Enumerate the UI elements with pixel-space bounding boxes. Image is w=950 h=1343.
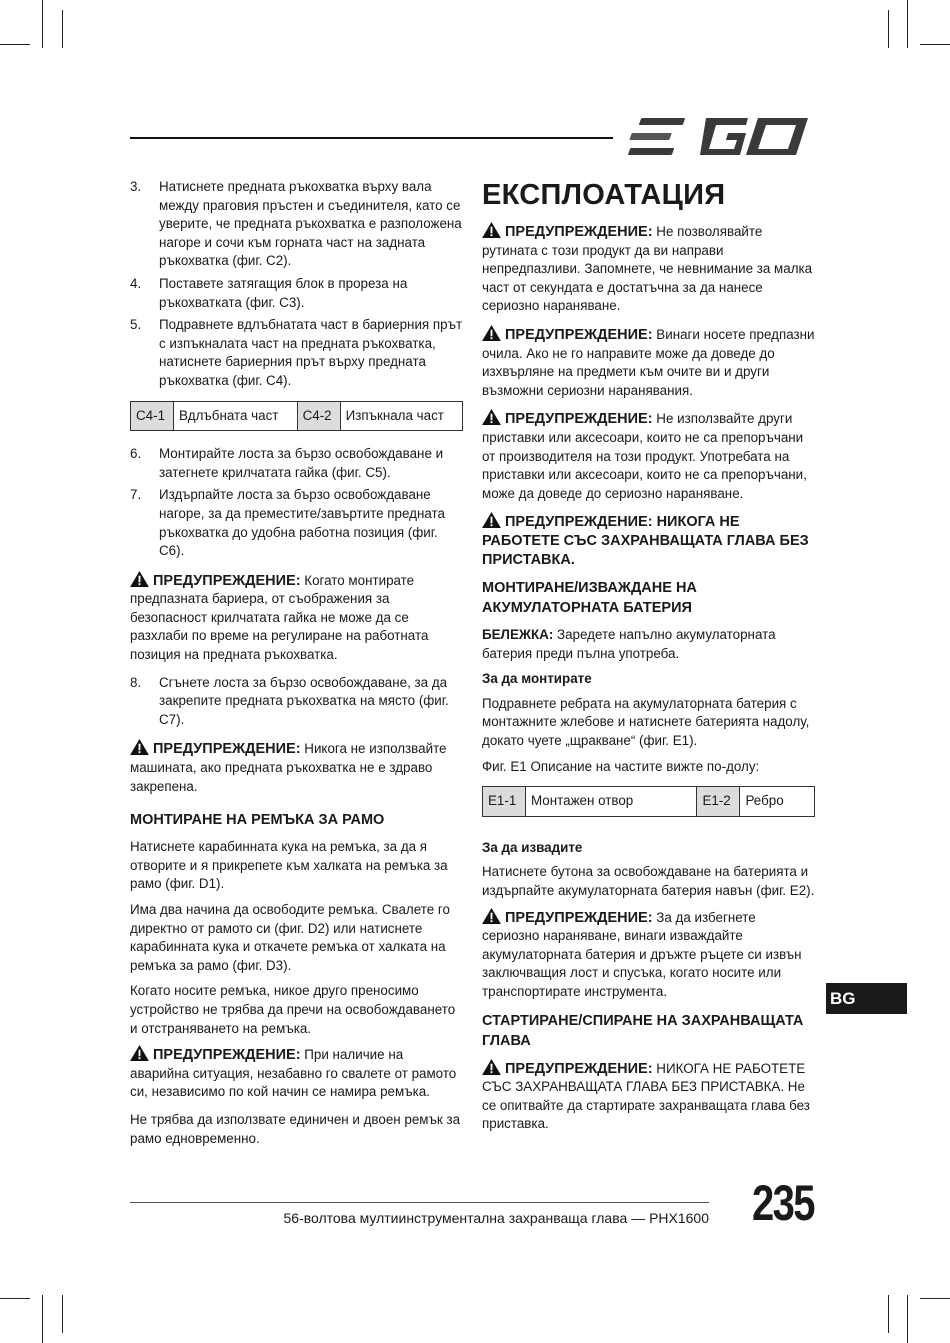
section-title: ЕКСПЛОАТАЦИЯ xyxy=(482,179,726,211)
warning-paragraph xyxy=(482,409,815,503)
warning-label: ПРЕДУПРЕЖДЕНИЕ: xyxy=(505,1060,653,1077)
list-text: Монтирайте лоста за бързо освобождаване и затегнете крилчатата гайка (фиг. C5). xyxy=(159,446,444,480)
crop-mark xyxy=(888,10,889,48)
subheading: За да монтирате xyxy=(482,671,592,687)
part-code: E1-2 xyxy=(697,787,740,817)
warning-triangle-icon xyxy=(130,571,149,587)
subheading: За да извадите xyxy=(482,839,583,855)
warning-label: ПРЕДУПРЕЖДЕНИЕ: xyxy=(505,326,653,343)
warning-text: Винаги носете предпазни очила. Ако не го направите може да доведе до изхвърляне на предмети към очите ви и други възможни сериозни наранявания. xyxy=(482,326,815,398)
list-item xyxy=(130,275,463,312)
crop-mark xyxy=(907,0,908,48)
warning-paragraph xyxy=(130,1045,463,1102)
part-label: Монтажен отвор xyxy=(526,787,697,817)
warning-paragraph xyxy=(482,1059,815,1134)
warning-text: Когато монтирате предпазната бариера, от съображения за безопасност крилчатата гайка не може да се разхлаби по време на регулиране на работната позиция на предната ръкохватка. xyxy=(130,572,429,663)
warning-label: ПРЕДУПРЕЖДЕНИЕ: xyxy=(505,411,653,428)
crop-mark xyxy=(42,1295,43,1343)
paragraph: Натиснете бутона за освобождаване на батерията и издърпайте акумулаторната батерия навън (фиг. E2). xyxy=(482,864,815,899)
list-number: 4. xyxy=(130,275,142,291)
warning-triangle-icon xyxy=(482,325,501,341)
warning-text: Не използвайте други приставки или аксесоари, които не са препоръчани от производителя на този продукт. Употребата на приставки или аксесоари, които не са препоръчани, може да доведе до сериозно нараняване. xyxy=(482,411,807,501)
part-label: Вдлъбната част xyxy=(174,401,298,431)
part-code: C4-1 xyxy=(131,401,174,431)
list-text: Сгънете лоста за бързо освобождаване, за да закрепите предната ръкохватка на място (фиг. C7). xyxy=(159,674,449,727)
footer-rule xyxy=(130,1202,709,1203)
warning-paragraph xyxy=(482,222,815,316)
section-heading: МОНТИРАНЕ НА РЕМЪКА ЗА РАМО xyxy=(130,812,385,829)
footer-title: 56-волтова мултиинструментална захранваща глава — PHX1600 xyxy=(283,1210,709,1226)
crop-mark xyxy=(920,1298,950,1299)
list-number: 3. xyxy=(130,179,142,194)
warning-text: Не позволявайте рутината с този продукт да ви направи непредпазливи. Запомнете, че невнимание за малка част от секундата е достатъчна за да нанесе сериозно нараняване. xyxy=(482,224,813,314)
right-column xyxy=(482,178,815,1143)
warning-paragraph xyxy=(482,512,815,569)
page-number: 235 xyxy=(752,1175,814,1231)
warning-paragraph xyxy=(482,325,815,400)
warning-label: ПРЕДУПРЕЖДЕНИЕ: xyxy=(153,1047,301,1064)
warning-triangle-icon xyxy=(482,908,501,924)
paragraph: Има два начина да освободите ремъка. Свалете го директно от рамото си (фиг. D2) или натиснете карабинната кука и откачете ремъка от халката на ремъка за рамо (фиг. D3). xyxy=(130,902,450,973)
list-number: 6. xyxy=(130,446,142,462)
crop-mark xyxy=(0,44,30,45)
warning-text: НИКОГА НЕ РАБОТЕТЕ СЪС ЗАХРАНВАЩАТА ГЛАВА БЕЗ ПРИСТАВКА. Не се опитвайте да стартирате захранващата глава без приставка. xyxy=(482,1060,810,1132)
warning-triangle-icon xyxy=(130,1045,149,1061)
warning-label: ПРЕДУПРЕЖДЕНИЕ: xyxy=(505,224,653,240)
language-tab: BG xyxy=(826,983,907,1014)
list-item xyxy=(130,178,463,271)
list-text: Натиснете предната ръкохватка върху вала между праговия пръстен и съединителя, като се уверите, че предната ръкохватка е разположена нагоре и сочи към горната част на задната ръкохватка (фиг. C2). xyxy=(159,179,462,269)
warning-triangle-icon xyxy=(482,222,501,238)
crop-mark xyxy=(62,10,63,48)
paragraph: Подравнете ребрата на акумулаторната батерия с монтажните жлебове и натиснете батерията надолу, докато чуете „щракване“ (фиг. E1). xyxy=(482,695,810,749)
warning-text: ПРЕДУПРЕЖДЕНИЕ: НИКОГА НЕ РАБОТЕТЕ СЪС ЗАХРАНВАЩАТА ГЛАВА БЕЗ ПРИСТАВКА. xyxy=(482,514,809,568)
warning-text: За да избегнете сериозно нараняване, винаги изваждайте акумулаторната батерия и дръжте ръцете си извън заключващия лост и спусъка, когато носите или транспортирате инструмента. xyxy=(482,909,802,999)
list-item xyxy=(130,445,463,482)
paragraph: Не трябва да използвате единичен и двоен ремък за рамо едновременно. xyxy=(130,1111,461,1146)
part-code: E1-1 xyxy=(483,787,526,817)
list-item xyxy=(130,486,463,560)
warning-label: ПРЕДУПРЕЖДЕНИЕ: xyxy=(505,909,653,926)
crop-mark xyxy=(920,44,950,45)
warning-label: ПРЕДУПРЕЖДЕНИЕ: xyxy=(153,572,301,589)
paragraph: Фиг. E1 Описание на частите вижте по-долу: xyxy=(482,758,760,774)
part-label: Изпъкнала част xyxy=(340,401,462,431)
part-code: C4-2 xyxy=(297,401,340,431)
crop-mark xyxy=(62,1295,63,1333)
crop-mark xyxy=(888,1295,889,1333)
section-heading: СТАРТИРАНЕ/СПИРАНЕ НА ЗАХРАНВАЩАТА ГЛАВА xyxy=(482,1012,804,1049)
list-item xyxy=(130,674,463,730)
note-label: БЕЛЕЖКА: xyxy=(482,627,554,643)
warning-text: При наличие на аварийна ситуация, незабавно го свалете от рамото си, независимо по кой начин се намира ремъка. xyxy=(130,1047,457,1100)
left-column xyxy=(130,178,463,1155)
warning-triangle-icon xyxy=(482,1059,501,1075)
warning-paragraph xyxy=(482,908,815,1002)
list-text: Подравнете вдлъбнатата част в бариерния прът с изпъкналата част на предната ръкохватка, натиснете бариерния прът върху предната ръкохватка (фиг. C4). xyxy=(159,317,463,388)
parts-table-c4 xyxy=(130,401,463,432)
warning-triangle-icon xyxy=(482,512,501,528)
warning-paragraph xyxy=(130,571,463,665)
warning-text: Никога не използвайте машината, ако предната ръкохватка не е здраво закрепена. xyxy=(130,741,447,794)
list-number: 8. xyxy=(130,674,142,690)
warning-paragraph xyxy=(130,739,463,796)
header-rule xyxy=(130,137,613,139)
list-text: Издърпайте лоста за бързо освобождаване нагоре, за да преместите/завъртите предната ръкохватка до удобна работна позиция (фиг. C6). xyxy=(159,487,445,559)
warning-triangle-icon xyxy=(130,739,149,755)
crop-mark xyxy=(42,0,43,48)
list-number: 5. xyxy=(130,317,142,333)
section-heading: МОНТИРАНЕ/ИЗВАЖДАНЕ НА АКУМУЛАТОРНАТА БАТЕРИЯ xyxy=(482,580,697,617)
paragraph: Когато носите ремъка, никое друго преносимо устройство не трябва да пречи на освобождаването и отстраняването на ремъка. xyxy=(130,983,456,1036)
warning-label: ПРЕДУПРЕЖДЕНИЕ: xyxy=(153,741,301,758)
part-label: Ребро xyxy=(740,787,815,817)
parts-table-e1 xyxy=(482,786,815,817)
warning-triangle-icon xyxy=(482,409,501,425)
list-text: Поставете затягащия блок в прореза на ръкохватката (фиг. C3). xyxy=(159,275,408,310)
note-text: Заредете напълно акумулаторната батерия преди пълна употреба. xyxy=(482,627,776,661)
ego-logo xyxy=(628,116,813,158)
crop-mark xyxy=(0,1298,30,1299)
paragraph: Натиснете карабинната кука на ремъка, за да я отворите и я прикрепете към халката на ремъка за рамо (фиг. D1). xyxy=(130,839,448,892)
list-number: 7. xyxy=(130,487,142,503)
list-item xyxy=(130,316,463,390)
note-paragraph xyxy=(482,626,815,663)
crop-mark xyxy=(907,1295,908,1343)
